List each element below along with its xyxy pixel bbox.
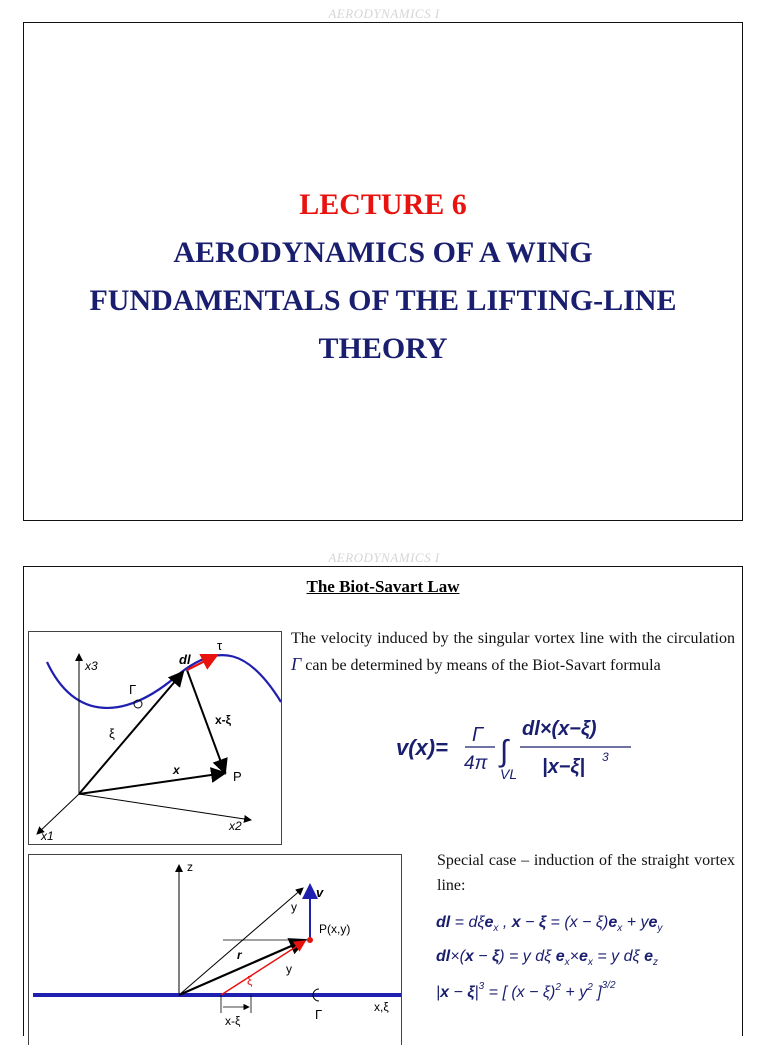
biot-savart-slide [23,566,743,1036]
label-p: P(x,y) [319,922,351,936]
label-x: x [173,763,180,777]
label-xi: ξ [247,974,253,988]
label-xi: ξ [109,726,115,741]
para1-text-a: The velocity induced by the singular vortex line with the circulation [291,630,735,647]
eq-dl: dl = dξe$_x$ , $x - \xi = (x - \xi)e_x + ye_y$ [436,914,663,934]
svg-text:Γ: Γ [472,724,484,746]
label-x-xi: x,ξ [374,1000,389,1014]
title-line-1: AERODYNAMICS OF A WING [173,236,593,269]
label-z: z [187,860,193,874]
svg-text:4π: 4π [464,753,488,774]
svg-text:VL: VL [500,766,518,782]
gamma-symbol: Γ [291,653,302,674]
svg-text:v(x)=: v(x)= [396,735,448,760]
title-line-2: FUNDAMENTALS OF THE LIFTING-LINE [89,284,677,317]
label-y-small: y [286,962,292,976]
label-y-axis: y [291,900,297,914]
watermark-top: AERODYNAMICS I [328,6,440,21]
svg-text:|x−ξ|: |x−ξ| [542,756,585,778]
label-gamma: Γ [129,682,137,697]
label-x2: x2 [229,819,242,833]
svg-text:3: 3 [602,750,609,764]
label-p: P [233,769,242,784]
label-v: v [316,885,324,900]
straight-vortex-diagram [29,855,401,1045]
title-block [24,181,742,373]
label-x3: x3 [85,659,98,673]
special-case-paragraph: Special case – induction of the straight vortex line: [437,852,735,894]
slide-heading: The Biot-Savart Law [306,577,460,596]
biot-savart-formula [396,709,656,789]
y-axis [179,888,303,995]
biot-savart-equation [396,709,656,789]
x-vector [79,773,225,794]
label-x-minus-xi: x-ξ [215,713,232,727]
label-r: r [237,948,242,962]
svg-text:∫: ∫ [500,735,509,768]
eq-cross: dl×(x − ξ) = y dξ $e_x\times e_x = y$ dξ $e_z$ [436,948,658,968]
title-slide [23,22,743,521]
lecture-number: LECTURE 6 [299,188,467,221]
watermark-middle: AERODYNAMICS I [328,550,440,565]
vortex-line-figure [28,631,282,845]
straight-vortex-figure [28,854,402,1045]
label-x1: x1 [41,829,54,843]
label-x-minus-xi: x-ξ [225,1014,241,1028]
x2-axis [79,794,251,820]
eq-norm: $|x - \xi|^3$ = [ $(x - \xi)^2 + y^2$ ]$^{3/2}$ [436,980,616,1001]
vortex-curve [47,655,281,708]
point-p [307,937,313,943]
para1-text-b: can be determined by means of the Biot-Savart formula [305,656,661,674]
vortex-line-diagram [29,632,281,844]
title-line-3: THEORY [318,332,448,365]
label-dl: dl [179,652,191,667]
y-offset-vector [221,941,305,995]
tangent-vector [187,655,217,670]
label-gamma: Γ [315,1007,323,1022]
label-tau: τ [217,638,223,653]
x1-axis [37,794,79,834]
intro-paragraph [291,627,735,678]
svg-text:dl×(x−ξ): dl×(x−ξ) [522,718,597,740]
straight-line-equations [432,905,742,1017]
straight-line-equation-svg [432,905,742,1017]
